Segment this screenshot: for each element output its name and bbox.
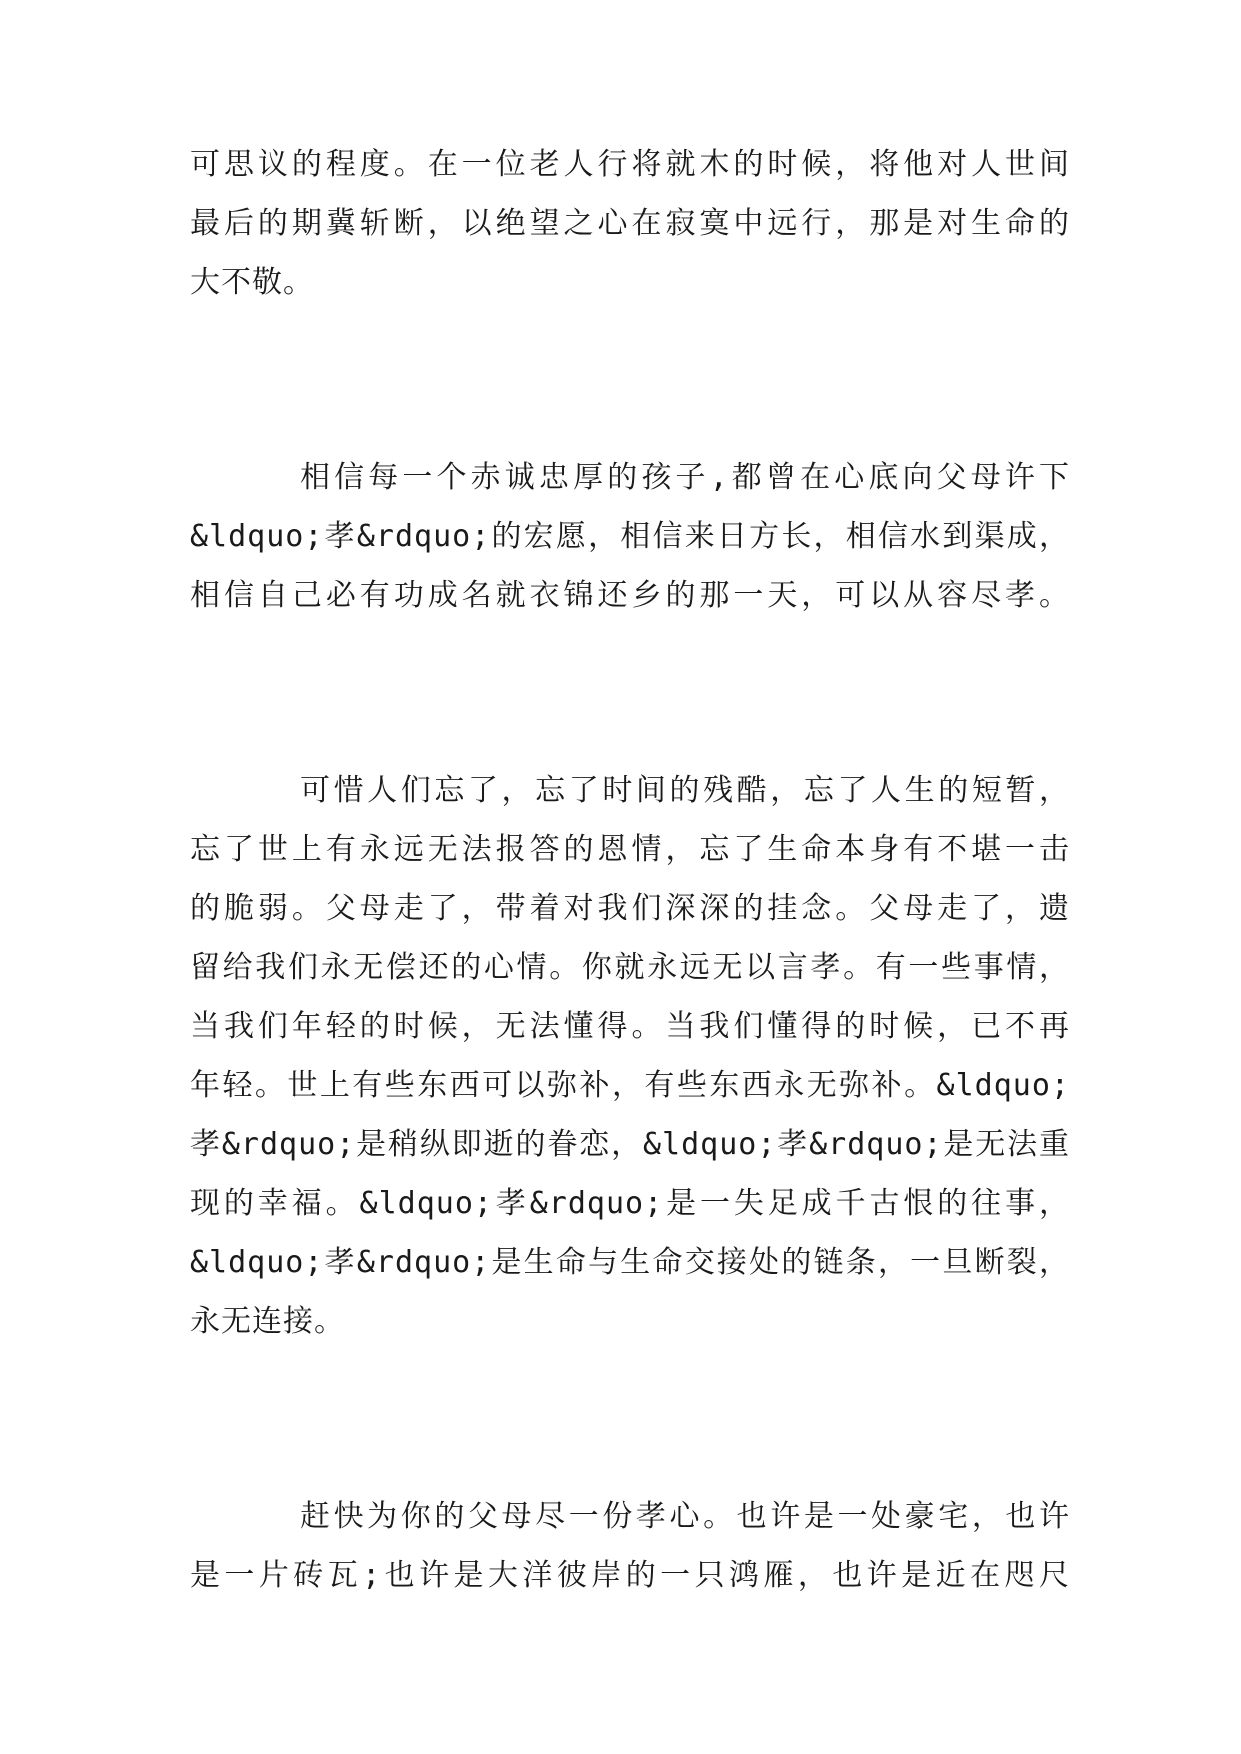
paragraph-3-line-2: 忘了世上有永远无法报答的恩情，忘了生命本身有不堪一击 — [190, 832, 1070, 867]
paragraph-3-line-9: &ldquo;孝&rdquo;是生命与生命交接处的链条，一旦断裂， — [190, 1245, 1070, 1280]
paragraph-3-line-8: 现的幸福。&ldquo;孝&rdquo;是一失足成千古恨的往事， — [190, 1186, 1070, 1221]
paragraph-3-line-10: 永无连接。 — [190, 1304, 345, 1339]
paragraph-1-line-1: 可思议的程度。在一位老人行将就木的时候，将他对人世间 — [190, 147, 1070, 182]
paragraph-3-line-1: 可惜人们忘了，忘了时间的残酷，忘了人生的短暂， — [300, 773, 1070, 808]
paragraph-3-line-6: 年轻。世上有些东西可以弥补，有些东西永无弥补。&ldquo; — [190, 1068, 1070, 1103]
paragraph-4-line-1: 赶快为你的父母尽一份孝心。也许是一处豪宅，也许 — [300, 1499, 1070, 1534]
paragraph-4-line-2: 是一片砖瓦;也许是大洋彼岸的一只鸿雁，也许是近在咫尺 — [190, 1558, 1070, 1593]
paragraph-2-line-3: 相信自己必有功成名就衣锦还乡的那一天，可以从容尽孝。 — [190, 578, 1070, 613]
paragraph-2-line-1: 相信每一个赤诚忠厚的孩子,都曾在心底向父母许下 — [300, 460, 1070, 495]
paragraph-1-line-3: 大不敬。 — [190, 265, 314, 300]
paragraph-3-line-3: 的脆弱。父母走了，带着对我们深深的挂念。父母走了，遗 — [190, 891, 1070, 926]
paragraph-2-line-2: &ldquo;孝&rdquo;的宏愿，相信来日方长，相信水到渠成， — [190, 519, 1070, 554]
paragraph-1-line-2: 最后的期冀斩断，以绝望之心在寂寞中远行，那是对生命的 — [190, 206, 1070, 241]
paragraph-3-line-5: 当我们年轻的时候，无法懂得。当我们懂得的时候，已不再 — [190, 1009, 1070, 1044]
paragraph-3-line-4: 留给我们永无偿还的心情。你就永远无以言孝。有一些事情， — [190, 950, 1070, 985]
paragraph-3-line-7: 孝&rdquo;是稍纵即逝的眷恋，&ldquo;孝&rdquo;是无法重 — [190, 1127, 1070, 1162]
